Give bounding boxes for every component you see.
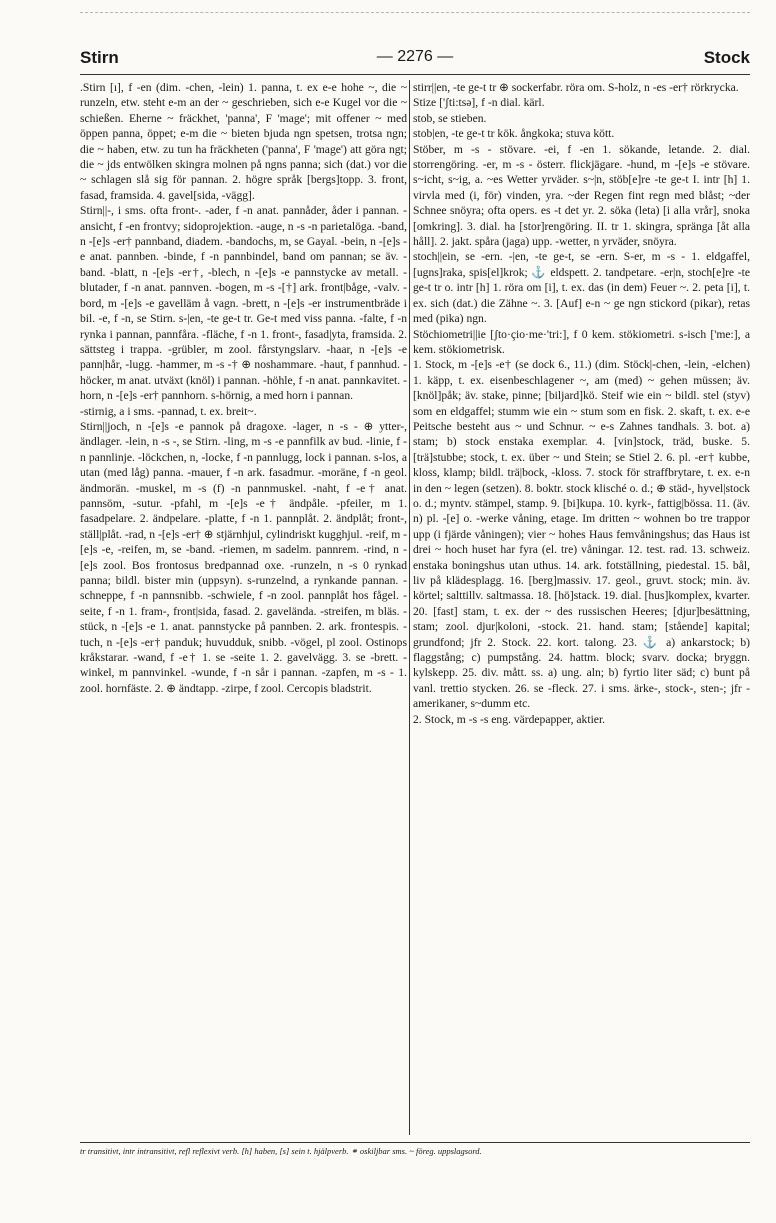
- column-divider: [409, 80, 410, 1135]
- header-rule: [80, 74, 750, 75]
- page-number: — 2276 —: [376, 48, 454, 65]
- abbreviation-legend: tr transitivt, intr intransitivt, refl reflexivt verb. [h] haben, [s] sein t. hjälpverb. ⚭ oskiljbar sms. ~ föreg. uppslagsord.: [80, 1146, 482, 1156]
- first-guide-word: Stirn: [80, 48, 119, 67]
- entry-stirnig: -stirnig, a i sms. -pannad, t. ex. breit~.: [80, 404, 257, 418]
- entry-stirren: stirr||en, -te ge-t tr ⊕ sockerfabr. röra om. S-holz, n -es -er† rörkrycka.: [413, 81, 739, 94]
- entry-stochern: stoch||ein, se -ern. -|en, -te ge-t, se -ern. S-er, m -s - 1. eldgaffel, [ugns]raka, spis[el]krok; ⚓ eldspett. 2. tandpetare. -er|n, stoch[e]re -te ge-t tr o. intr [h] 1. röra om [i], t. ex. das (in dem) Feuer ~. 2. peta [i], t. ex. sich (dat.) die Zähne ~. 3. [Auf] e-n ~ ge ngn stickord (pikar), retas med (pika) ngn.: [413, 250, 750, 326]
- entry-stoben: stob|en, -te ge-t tr kök. ångkoka; stuva kött.: [413, 127, 615, 141]
- entry-stock-1: 1. Stock, m -[e]s -e† (se dock 6., 11.) (dim. Stöck|-chen, -lein, -elchen) 1. käpp, t. ex. eisenbeschlagener ~, am (med) ~ gehen müssen; äv. [knöl]påk; äv. stake, pinne; [biljard]kö. Steif wie ein ~ bildl. stel (styv) som en eldgaffel; stumm wie ein ~ stum som en fisk. 2. skaft, t. ex. e-e Peitsche besteht aus ~ und Schnur. ~ e-s Zahnes tandhals. 3. bot. a) stam; b) stock enstaka exemplar. 4. [vin]stock, träd, buske. 5. [trä]stubbe; stock, t. ex. über ~ und Stein; se Stiel 2. 6. pl. -er† kubbe, kloss, klamp; bildl. trä|bock, -kloss. 7. stock för straffbrytare, t. ex. e-n in den ~ legen (setzen). 8. boktr. stock klisché o. d.; ⊕ städ-, hyvel|stock o. d.; myntv. stämpel, stamp. 9. [bi]kupa. 10. kyrk-, fattig|bössa. 11. (äv. n) pl. -[e] o. -werke våning, etage. Im dritten ~ wohnen bo tre trappor upp (i fjärde våningen); vier ~ hohes Haus femvåningshus; das Haus ist drei ~ hoch huset har fyra (el. tre) våningar. 12. test. rad. 13. schweiz. enstaka boningshus utan uthus. 14. ark. fotställning, piedestal. 15. bål, liv på klädesplagg. 16. [berg]massiv. 17. geol., gruvt. stock; min. äv. körtel; salttillv. saltmassa. 18. [hö]stack. 19. dial. [hus]komplex, kvarter. 20. [fast] stam, t. ex. der ~ des russischen Heeres; [djur]besättning, stam; zool. djur|koloni, -stock. 21. hand. stam; [stående] kapital; grundfond; jfr 2. Stock. 22. kort. talong. 23. ⚓ a) ankarstock; b) flaggstång; c) pumpstång. 24. hattm. block; svarv. docka; bryggn. kylskepp. 25. div. mått. ss. a) ung. aln; b) fyrtio liter säd; c) bunt på vanl. trettio stycken. 26. se -fleck. 27. i sms. ärke-, stock-, sten-; jfr -amerikaner, s~dumm etc.: [413, 358, 750, 711]
- entry-stirn-compounds-1: Stirn||-, i sms. ofta front-. -ader, f -n anat. pannåder, åder i pannan. -ansicht, f -en frontvy; sidoprojektion. -auge, n -s -n parietalöga. -band, n -[e]s -er† pannband, diadem. -bandochs, m, se Gayal. -bein, n -[e]s -e anat. pannben. -binde, f -n pannbindel, band om pannan; se äv. -band. -blatt, n -[e]s -er†, -blech, n -[e]s -e pannstycke av metall. -blutader, f -n anat. pannven. -bogen, m -s -[†] ark. front|båge, -valv. -bord, m -[e]s -e gavelläm å vagn. -brett, n -[e]s -er instrumentbräde i bil. -e, f -n, se Stirn. s-|en, -te ge-t tr. Ge-t med viss panna. -falte, f -n rynka i pannan, pannfåra. -fläche, f -n 1. front-, fasad|yta, framsida. 2. sättsteg i trappa. -grübler, m zool. fårstyngslarv. -haar, n -[e]s -e pann|hår, -lugg. -hammer, m -s -† ⊕ noshammare. -haut, f pannhud. -höcker, m anat. utväxt (knöl) i pannan. -höhle, f -n anat. pannkavitet. -horn, n -[e]s -er† pannhorn. s-hörnig, a med horn i pannan.: [80, 204, 407, 403]
- last-guide-word: Stock: [703, 48, 750, 67]
- entry-stirn-compounds-2: Stirn||joch, n -[e]s -e pannok på dragoxe. -lager, n -s - ⊕ ytter-, ändlager. -lein, n -s -, se Stirn. -ling, m -s -e pannfilk av bud. -linie, f -n pannlinje. -löckchen, n, -locke, f -n pannlugg, lock i pannan. s-los, a utan (med låg) panna. -mauer, f -n ark. fasadmur. -moräne, f -n geol. ändmorän. -muskel, m -s (f) -n pannmuskel. -naht, f -e† anat. pannsöm, -sutur. -pfahl, m -[e]s -e† ändpåle. -pfeiler, m 1. fasadpelare. 2. ändpelare. -platte, f -n 1. pannplåt. 2. ändplåt; front-, ställ|plåt. -rad, n -[e]s -er† ⊕ stjärnhjul, cylindriskt kugghjul. -reif, m -[e]s -e, -reifen, m, se -band. -riemen, m sadelm. pannrem. -rind, n -[e]s zool. Bos frontosus bredpannad oxe. -runzeln, n -s 0 rynkad panna; bildl. bister min (uppsyn). s-runzelnd, a rynkande pannan. -schneppe, f -n pannsnibb. -schwiele, f -n zool. pannplåt hos fågel. -seite, f -n 1. fram-, front|sida, fasad. 2. gaveländа. -streifen, m bläs. -stück, n -[e]s -e 1. anat. pannstycke på pannben. 2. ark. frontespis. -tuch, n -[e]s -er† panduk; huvudduk, snibb. -vögel, pl zool. Ostinops kråkstarar. -wand, f -e† 1. se -seite 1. 2. gavelvägg. 3. se -brett. -winkel, m pannvinkel. -wunde, f -n sår i pannan. -zapfen, m -s - 1. zool. hornfäste. 2. ⊕ ändtapp. -zirpe, f zool. Cercopis bladstrit.: [80, 419, 407, 695]
- entry-stirn: .Stirn [ı], f -en (dim. -chen, -lein) 1. panna, t. ex e-e hohe ~, die ~ runzeln, etw. steht e-m an der ~ geschrieben, sich e-e Kugel vor die ~ schießen. Eherne ~ fräckhet, 'panna', F 'mage'; mit offener ~ med öppen panna, öppet; e-m die ~ bieten bjuda ngn spetsen, trotsa ngn; die ~ haben, etw. zu tun ha fräckheten ('panna', F 'mage') att göra ngt; die ~ jds entwölken skingra molnen på ngns panna; sich (dat.) vor die ~ schlagen slå sig för pannan. 2. högre språk [bergs]topp. 3. front, fasad, framsida. 4. gavel[sida, -vägg].: [80, 81, 407, 202]
- page-header: [80, 48, 750, 72]
- entry-stoeber: Stöber, m -s - stövare. -ei, f -en 1. sökande, letande. 2. dial. storrengöring. -er, m -s - österr. flickjägare. -hund, m -[e]s -e stövare. s~icht, s~ig, a. ~es Wetter yrväder. s~|n, stöb[e]re -te ge-t I. intr [h] 1. virvla med (i, för) vinden, yra. ~der Regen fint regn med blåst; ~der Schnee snöyra; ofta opers. es -t det yr. 2. söka (leta) [i alla vrår], snoka [omkring]. 3. dial. ha [stor]rengöring. II. tr 1. skingra, spränga [åt alla håll]. 2. jakt. spåra (jaga) upp. -wetter, n yrväder, snöyra.: [413, 142, 750, 249]
- entry-stoechiometrie: Stöchiometri||ie [ʃto·çio·me·'tri:], f 0 kem. stökiometri. s-isch ['me:], a kem. stökiometrisk.: [413, 327, 750, 356]
- top-scan-line: [80, 12, 750, 13]
- entry-stock-2: 2. Stock, m -s -s eng. värdepapper, aktier.: [413, 712, 606, 726]
- entry-stob: stob, se stieben.: [413, 111, 487, 125]
- footer-rule: [80, 1142, 750, 1143]
- right-column: [413, 80, 750, 1135]
- left-column: [80, 80, 407, 1135]
- entry-stize: Stize ['ʃti:tsə], f -n dial. kärl.: [413, 96, 545, 110]
